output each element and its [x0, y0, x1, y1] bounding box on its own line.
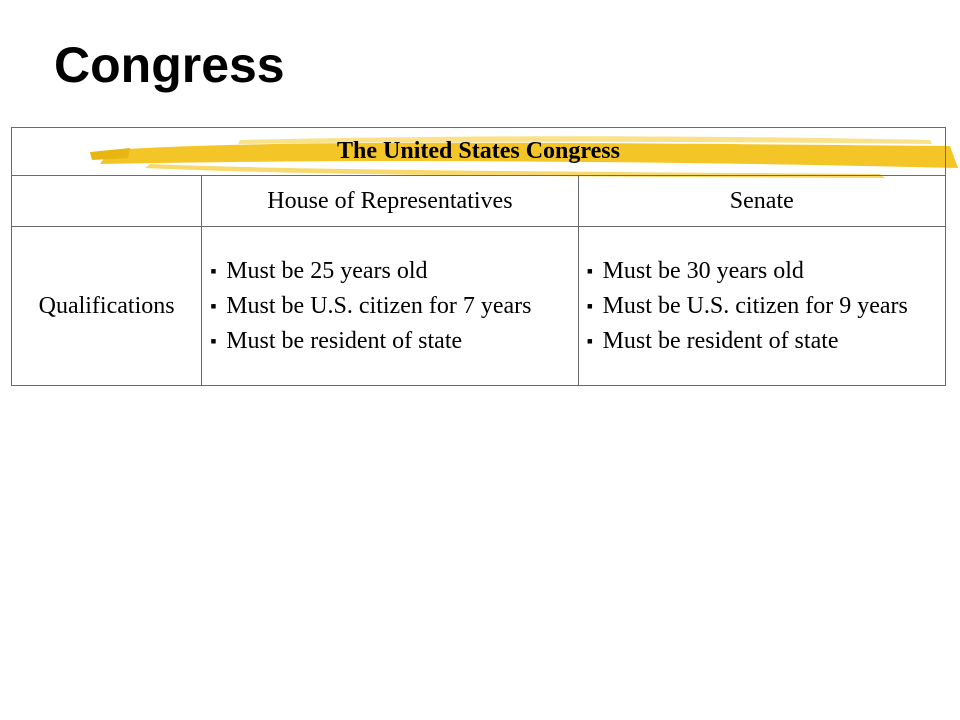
list-item	[208, 324, 573, 359]
list-item	[208, 289, 573, 324]
bullet-icon: ▪	[586, 295, 593, 316]
list-item	[585, 254, 941, 289]
column-header-senate: Senate	[578, 176, 945, 227]
bullet-icon: ▪	[586, 260, 593, 281]
table-row-qualifications	[12, 227, 946, 386]
senate-qualifications-cell	[578, 227, 945, 386]
list-item	[208, 254, 573, 289]
house-qualifications-cell	[202, 227, 578, 386]
bullet-icon: ▪	[586, 330, 593, 351]
house-qualification-text: Must be 25 years old	[226, 257, 428, 284]
table-title: The United States Congress	[337, 138, 620, 164]
bullet-icon: ▪	[210, 330, 217, 351]
list-item	[585, 324, 941, 359]
senate-qualification-text: Must be resident of state	[602, 327, 839, 354]
corner-cell	[12, 176, 202, 227]
bullet-icon: ▪	[210, 260, 217, 281]
table-title-row	[12, 128, 946, 176]
bullet-icon: ▪	[210, 295, 217, 316]
table-header-row	[12, 176, 946, 227]
column-header-house: House of Representatives	[202, 176, 578, 227]
senate-qualification-text: Must be U.S. citizen for 9 years	[602, 292, 908, 319]
slide-title: Congress	[54, 37, 285, 93]
row-label-qualifications: Qualifications	[12, 227, 202, 386]
senate-qualifications-list	[579, 248, 945, 365]
house-qualification-text: Must be resident of state	[226, 327, 463, 354]
senate-qualification-text: Must be 30 years old	[602, 257, 804, 284]
list-item	[585, 289, 941, 324]
congress-table	[11, 127, 946, 386]
table-title-cell	[12, 128, 946, 176]
house-qualification-text: Must be U.S. citizen for 7 years	[226, 292, 532, 319]
house-qualifications-list	[202, 248, 577, 365]
